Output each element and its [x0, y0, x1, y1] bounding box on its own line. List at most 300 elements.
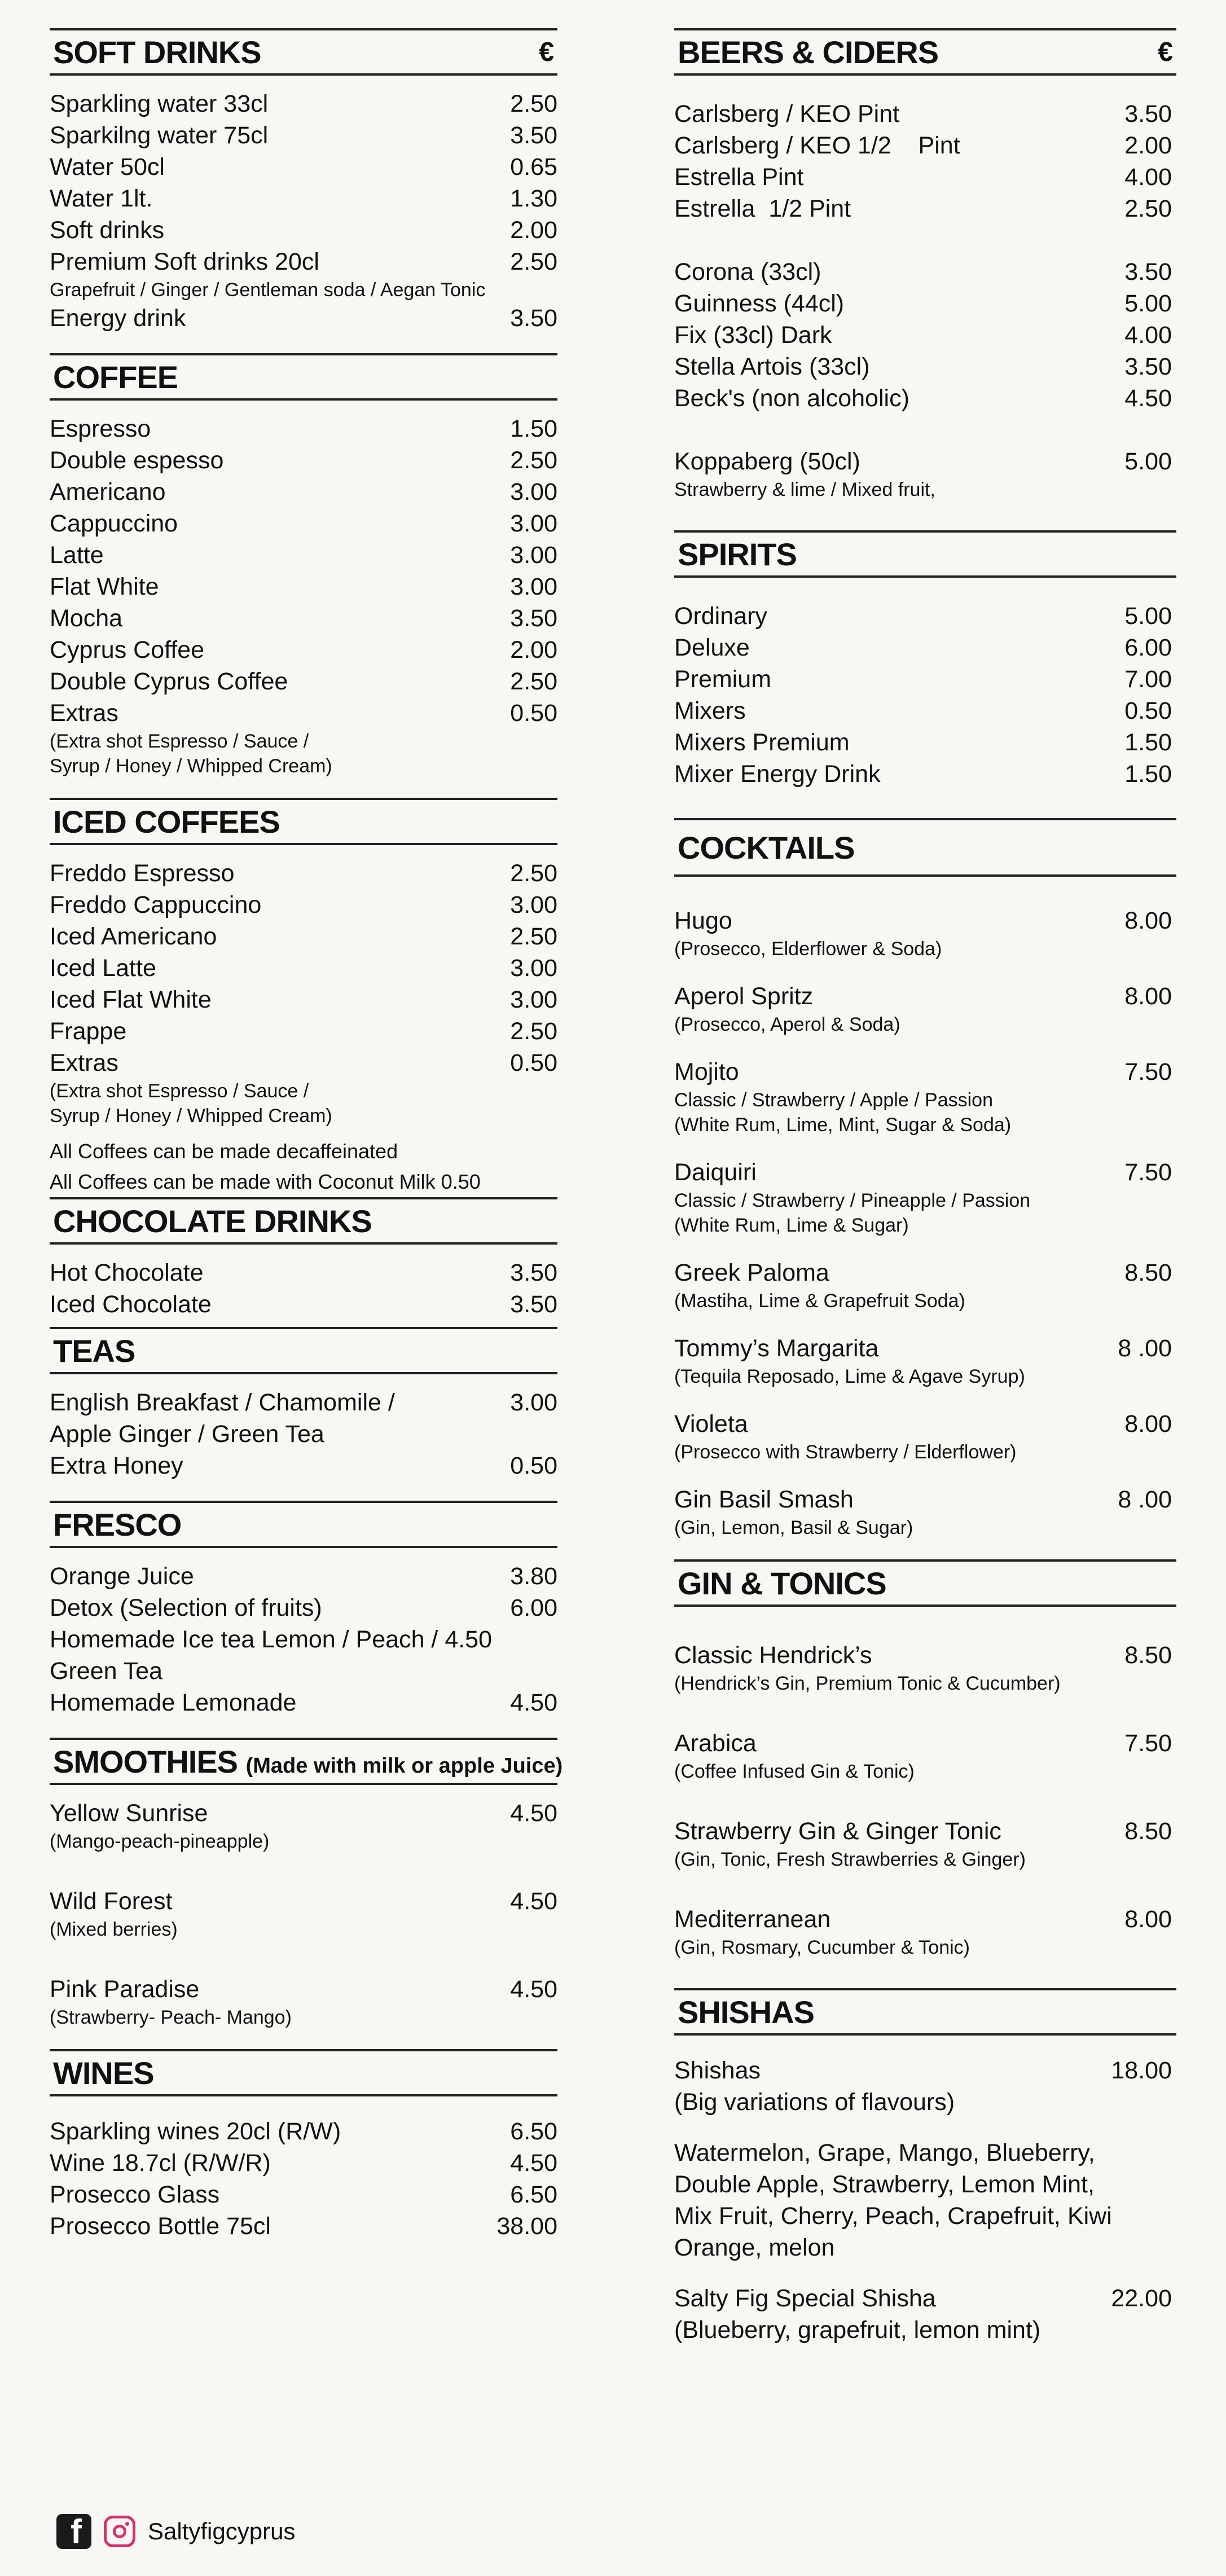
item-price: 7.50	[1124, 1730, 1172, 1757]
spacer	[674, 1037, 1176, 1056]
item-price: 5.00	[1124, 290, 1172, 317]
item-name: Mocha	[50, 605, 123, 632]
item-name: Espresso	[50, 415, 151, 442]
menu-item	[50, 88, 557, 120]
item-list	[674, 578, 1176, 790]
spacer	[674, 1465, 1176, 1484]
item-name: Extras	[50, 1049, 118, 1076]
section-header	[674, 820, 1176, 874]
item-price: 4.50	[510, 2149, 557, 2177]
spacer	[50, 1320, 557, 1327]
item-list	[674, 877, 1176, 1540]
item-name: Sparkilng water 75cl	[50, 122, 269, 149]
item-price: 3.50	[510, 605, 557, 632]
menu-item	[50, 1687, 557, 1718]
facebook-icon[interactable]: f	[56, 2514, 91, 2549]
item-price: 2.50	[510, 860, 557, 887]
flavour-line: Watermelon, Grape, Mango, Blueberry,	[674, 2139, 1095, 2166]
item-name: Cyprus Coffee	[50, 636, 205, 663]
menu-item	[50, 1624, 557, 1687]
spacer	[674, 790, 1176, 818]
item-price: 4.00	[1124, 322, 1172, 349]
spacer	[674, 414, 1176, 446]
item-price: 8.50	[1124, 1818, 1172, 1845]
item-description: (Prosecco, Aperol & Soda)	[674, 1014, 900, 1035]
menu-item	[50, 1387, 557, 1450]
spacer	[674, 1784, 1176, 1815]
item-name: Arabica	[674, 1730, 757, 1757]
item-price: 7.50	[1124, 1159, 1172, 1186]
item-price: 1.30	[510, 185, 557, 212]
item-name: Corona (33cl)	[674, 258, 821, 285]
section-title: TEAS	[53, 1333, 135, 1369]
item-name-group	[674, 1157, 1030, 1238]
menu-item	[674, 663, 1176, 695]
section-header	[50, 2051, 557, 2094]
menu-item	[50, 889, 557, 921]
item-description: (Blueberry, grapefruit, lemon mint)	[674, 2316, 1041, 2344]
section-header	[674, 533, 1176, 575]
item-price: 3.80	[510, 1563, 557, 1590]
item-price: 8.50	[1124, 1642, 1172, 1669]
social-handle[interactable]: Saltyfigcyprus	[148, 2518, 296, 2544]
item-name: Deluxe	[674, 634, 750, 661]
item-name-group	[50, 1973, 292, 2030]
section-header	[674, 30, 1176, 73]
item-description: (Big variations of flavours)	[674, 2089, 955, 2116]
item-price: 8.00	[1124, 1410, 1172, 1438]
coffee-note: All Coffees can be made decaffeinated	[50, 1140, 398, 1163]
menu-item	[674, 256, 1176, 288]
item-description: (Gin, Rosmary, Cucumber & Tonic)	[674, 1937, 970, 1958]
menu-item	[674, 600, 1176, 632]
section-header	[50, 355, 557, 398]
item-price: 8 .00	[1118, 1486, 1172, 1513]
item-price: 3.50	[1124, 258, 1172, 285]
menu-item	[50, 2210, 557, 2242]
item-price: 2.50	[510, 668, 557, 695]
item-name-group	[674, 2055, 955, 2118]
item-name: Mojito	[674, 1058, 739, 1085]
item-name: Extra Honey	[50, 1452, 183, 1479]
section-coffee	[50, 353, 557, 779]
item-price: 8.00	[1124, 983, 1172, 1010]
section-header	[50, 1329, 557, 1372]
menu-item	[50, 413, 557, 445]
item-list	[50, 401, 557, 779]
item-name: Water 1lt.	[50, 185, 153, 212]
menu-item	[50, 571, 557, 603]
menu-item	[50, 1973, 557, 2030]
spacer	[674, 1137, 1176, 1157]
item-price: 8 .00	[1118, 1335, 1172, 1362]
menu-item	[50, 1047, 557, 1128]
section-iced-coffees	[50, 798, 557, 1197]
item-name: Mediterranean	[674, 1906, 831, 1933]
item-price: 1.50	[1124, 729, 1172, 756]
spacer	[50, 1482, 557, 1501]
item-name: Mixers Premium	[674, 729, 850, 756]
item-name: Mixer Energy Drink	[674, 761, 881, 788]
item-price: 3.50	[510, 1259, 557, 1286]
currency-symbol: €	[1158, 37, 1173, 67]
item-price: 6.00	[1124, 634, 1172, 661]
item-price: 2.50	[510, 1018, 557, 1045]
item-price: 4.50	[510, 1976, 557, 2003]
currency-symbol: €	[539, 37, 554, 67]
section-wines	[50, 2049, 557, 2242]
item-price: 1.50	[1124, 761, 1172, 788]
section-chocolate-drinks	[50, 1197, 557, 1320]
item-price: 18.00	[1111, 2057, 1172, 2084]
item-name: Hugo	[674, 907, 732, 934]
item-list	[50, 2096, 557, 2242]
item-name: Homemade Ice tea Lemon / Peach / 4.50	[50, 1626, 493, 1653]
item-name: Greek Paloma	[674, 1259, 829, 1286]
item-description: (White Rum, Lime & Sugar)	[674, 1215, 909, 1236]
item-name: Double Cyprus Coffee	[50, 668, 288, 695]
menu-item	[674, 161, 1176, 193]
section-header	[50, 30, 557, 73]
item-name: Salty Fig Special Shisha	[674, 2285, 936, 2312]
item-name: Guinness (44cl)	[674, 290, 845, 317]
item-price: 5.00	[1124, 603, 1172, 630]
menu-item	[50, 151, 557, 183]
item-description: (Coffee Infused Gin & Tonic)	[674, 1761, 915, 1782]
menu-item	[674, 319, 1176, 351]
menu-item	[674, 351, 1176, 383]
item-price: 0.50	[510, 1049, 557, 1076]
item-price: 2.50	[510, 447, 557, 474]
item-name-group	[674, 1727, 915, 1784]
section-title: BEERS & CIDERS	[678, 34, 939, 70]
flavour-line: Orange, melon	[674, 2234, 835, 2261]
menu-item	[674, 1157, 1176, 1238]
item-name: Iced Latte	[50, 955, 156, 982]
spacer	[50, 1854, 557, 1885]
item-price: 2.50	[510, 248, 557, 275]
item-price: 3.00	[510, 510, 557, 537]
menu-item	[50, 539, 557, 571]
menu-item	[50, 1885, 557, 1942]
item-price: 0.65	[510, 153, 557, 181]
menu-item	[674, 2055, 1176, 2118]
item-price: 4.50	[510, 1800, 557, 1827]
menu-item	[50, 214, 557, 246]
menu-item	[50, 246, 557, 302]
item-list	[50, 1548, 557, 1718]
item-name: Tommy’s Margarita	[674, 1335, 879, 1362]
spacer	[674, 2263, 1176, 2283]
item-description: Classic / Strawberry / Apple / Passion	[674, 1089, 994, 1111]
item-description: (Prosecco with Strawberry / Elderflower)	[674, 1441, 1017, 1463]
item-price: 4.50	[1124, 385, 1172, 412]
spacer	[674, 2118, 1176, 2137]
item-price: 0.50	[1124, 697, 1172, 724]
section-header	[674, 1562, 1176, 1604]
social-footer	[56, 2514, 295, 2549]
item-price: 2.50	[510, 90, 557, 117]
flavour-line: Mix Fruit, Cherry, Peach, Crapefruit, Kiwi	[674, 2203, 1112, 2230]
item-price: 38.00	[496, 2213, 557, 2240]
item-name: Sparkling water 33cl	[50, 90, 269, 117]
menu-item	[674, 446, 1176, 502]
item-price: 8.00	[1124, 1906, 1172, 1933]
item-name: Homemade Lemonade	[50, 1689, 297, 1716]
item-name: Fix (33cl) Dark	[674, 322, 832, 349]
flavour-list	[674, 2137, 1176, 2263]
menu-item	[50, 120, 557, 151]
item-name: Freddo Cappuccino	[50, 891, 262, 918]
menu-item	[674, 1815, 1176, 1872]
item-price: 3.00	[510, 542, 557, 569]
item-name-group	[674, 1484, 913, 1540]
item-description: (Prosecco, Elderflower & Soda)	[674, 938, 942, 960]
menu-item	[674, 632, 1176, 663]
section-soft-drinks	[50, 28, 557, 334]
item-name-group	[674, 1815, 1026, 1872]
item-name: Wild Forest	[50, 1888, 173, 1915]
section-header	[50, 1503, 557, 1546]
item-description: (Extra shot Espresso / Sauce /	[50, 731, 309, 752]
item-name-group	[674, 981, 900, 1037]
menu-item	[50, 1797, 557, 1854]
menu-item	[674, 1056, 1176, 1137]
section-smoothies	[50, 1738, 563, 2030]
menu-item	[674, 288, 1176, 319]
menu-item	[674, 1904, 1176, 1960]
menu-item	[674, 758, 1176, 790]
item-name: Iced Chocolate	[50, 1291, 212, 1318]
item-name: Flat White	[50, 573, 159, 600]
item-name-group	[674, 1056, 1011, 1137]
item-name: Strawberry Gin & Ginger Tonic	[674, 1818, 1001, 1845]
item-name: Iced Americano	[50, 923, 217, 950]
menu-item	[674, 130, 1176, 161]
spacer	[674, 1313, 1176, 1333]
section-title: GIN & TONICS	[678, 1565, 886, 1601]
item-list	[50, 845, 557, 1197]
spacer	[50, 1128, 557, 1136]
item-name: Carlsberg / KEO 1/2 Pint	[674, 132, 960, 159]
item-name-group	[674, 446, 935, 502]
item-description: (White Rum, Lime, Mint, Sugar & Soda)	[674, 1114, 1012, 1136]
section-header	[50, 1740, 563, 1783]
item-name-group	[50, 1624, 492, 1687]
item-price: 8.50	[1124, 1259, 1172, 1286]
item-list	[674, 76, 1176, 502]
spacer	[50, 1942, 557, 1973]
item-name: Estrella 1/2 Pint	[674, 195, 851, 222]
item-price: 4.00	[1124, 164, 1172, 191]
item-name: Freddo Espresso	[50, 860, 235, 887]
menu-item	[50, 952, 557, 984]
item-name: Frappe	[50, 1018, 127, 1045]
item-price: 2.00	[510, 217, 557, 244]
item-price: 3.00	[510, 986, 557, 1013]
menu-item	[50, 666, 557, 697]
item-name: Prosecco Glass	[50, 2181, 220, 2208]
item-price: 3.00	[510, 1389, 557, 1416]
menu-item	[674, 727, 1176, 758]
menu-item	[50, 183, 557, 214]
right-column	[674, 28, 1176, 2346]
menu-item	[674, 2283, 1176, 2346]
item-name: Carlsberg / KEO Pint	[674, 100, 900, 128]
item-name-group	[50, 1047, 332, 1128]
spacer	[674, 1696, 1176, 1727]
section-title: SHISHAS	[678, 1994, 814, 2030]
item-price: 2.00	[510, 636, 557, 663]
menu-item	[674, 695, 1176, 727]
section-header	[674, 1990, 1176, 2033]
item-description: (Gin, Lemon, Basil & Sugar)	[674, 1517, 913, 1538]
item-description: (Mixed berries)	[50, 1919, 178, 1940]
section-fresco	[50, 1501, 557, 1718]
menu-item	[674, 383, 1176, 414]
item-list	[50, 1785, 557, 2030]
item-name: Orange Juice	[50, 1563, 194, 1590]
section-teas	[50, 1327, 557, 1482]
section-gin-tonics	[674, 1559, 1176, 1960]
item-name: Yellow Sunrise	[50, 1800, 208, 1827]
section-title: SOFT DRINKS	[53, 34, 261, 70]
section-title: WINES	[53, 2055, 154, 2091]
item-price: 7.50	[1124, 1058, 1172, 1085]
item-name-group	[50, 246, 485, 302]
item-name: Violeta	[674, 1410, 748, 1438]
item-price: 2.50	[510, 923, 557, 950]
item-description: (Strawberry- Peach- Mango)	[50, 2007, 292, 2028]
item-price: 5.00	[1124, 448, 1172, 475]
section-title: COCKTAILS	[678, 829, 855, 865]
item-name-group	[674, 1904, 970, 1960]
flavour-lines	[674, 2137, 1112, 2263]
item-description: (Mastiha, Lime & Grapefruit Soda)	[674, 1290, 965, 1312]
item-name-group	[50, 1797, 269, 1854]
item-description: (Tequila Reposado, Lime & Agave Syrup)	[674, 1366, 1025, 1387]
spacer	[674, 961, 1176, 981]
menu-item	[674, 1639, 1176, 1696]
menu-item	[674, 1257, 1176, 1313]
section-title: FRESCO	[53, 1506, 182, 1542]
item-name: Water 50cl	[50, 153, 165, 181]
item-name: Premium	[674, 666, 772, 693]
item-price: 3.50	[510, 1291, 557, 1318]
item-description: (Mango-peach-pineapple)	[50, 1831, 270, 1852]
item-name: Stella Artois (33cl)	[674, 353, 870, 380]
item-description: Strawberry & lime / Mixed fruit,	[674, 479, 935, 500]
item-price: 7.00	[1124, 666, 1172, 693]
item-price: 6.50	[510, 2118, 557, 2145]
flavour-line: Double Apple, Strawberry, Lemon Mint,	[674, 2171, 1095, 2198]
item-name-group	[674, 1333, 1025, 1389]
item-name-group	[674, 2283, 1040, 2346]
item-price: 3.00	[510, 478, 557, 505]
item-name: Soft drinks	[50, 217, 165, 244]
item-name-group	[50, 697, 332, 779]
menu-item	[674, 193, 1176, 225]
item-price: 3.50	[1124, 353, 1172, 380]
item-name: Americano	[50, 478, 166, 505]
section-title	[53, 1743, 563, 1780]
item-name: Aperol Spritz	[674, 983, 814, 1010]
menu-item	[50, 921, 557, 952]
section-title-text: SMOOTHIES	[53, 1743, 238, 1779]
item-price: 3.00	[510, 955, 557, 982]
item-name-group	[674, 1639, 1061, 1696]
item-description: (Extra shot Espresso / Sauce /	[50, 1080, 309, 1102]
spacer	[674, 502, 1176, 530]
menu-item	[50, 984, 557, 1016]
item-list	[674, 1607, 1176, 1960]
item-price: 2.50	[1124, 195, 1172, 222]
menu-item	[674, 98, 1176, 130]
spacer	[50, 334, 557, 353]
instagram-icon[interactable]	[104, 2516, 135, 2547]
spacer	[674, 1872, 1176, 1904]
menu-item	[50, 2147, 557, 2179]
item-price: 4.50	[510, 1689, 557, 1716]
menu-item	[50, 634, 557, 666]
item-price: 22.00	[1111, 2285, 1172, 2312]
item-price: 2.00	[1124, 132, 1172, 159]
menu-item	[674, 1727, 1176, 1784]
item-list	[50, 1374, 557, 1482]
menu-item	[50, 1592, 557, 1624]
section-header	[50, 800, 557, 843]
item-list	[50, 1245, 557, 1320]
menu-item	[50, 1257, 557, 1289]
item-description: Syrup / Honey / Whipped Cream)	[50, 755, 332, 777]
item-name: Hot Chocolate	[50, 1259, 204, 1286]
item-description: Classic / Strawberry / Pineapple / Passion	[674, 1190, 1031, 1211]
menu-item	[50, 697, 557, 779]
menu-item	[50, 508, 557, 539]
item-description: (Hendrick’s Gin, Premium Tonic & Cucumber)	[674, 1673, 1061, 1694]
item-name-group	[674, 1257, 965, 1313]
spacer	[674, 1389, 1176, 1408]
item-name: Green Tea	[50, 1658, 163, 1685]
menu-item	[674, 1333, 1176, 1389]
item-price: 3.50	[510, 305, 557, 332]
section-title: ICED COFFEES	[53, 803, 280, 839]
item-price: 0.50	[510, 700, 557, 727]
section-shishas	[674, 1988, 1176, 2346]
item-name: Mixers	[674, 697, 746, 724]
menu-item	[50, 476, 557, 508]
item-name: Wine 18.7cl (R/W/R)	[50, 2149, 271, 2177]
menu-item	[50, 1289, 557, 1320]
menu-item	[50, 1560, 557, 1592]
coffee-note: All Coffees can be made with Coconut Milk 0.50	[50, 1170, 481, 1193]
item-name: Energy drink	[50, 305, 186, 332]
item-name: Prosecco Bottle 75cl	[50, 2213, 271, 2240]
spacer	[50, 2030, 557, 2049]
item-name-group	[50, 1885, 178, 1942]
item-price: 3.50	[1124, 100, 1172, 128]
item-price: 3.00	[510, 891, 557, 918]
item-description: Syrup / Honey / Whipped Cream)	[50, 1105, 332, 1127]
item-list	[674, 2036, 1176, 2346]
spacer	[674, 1540, 1176, 1559]
menu-item	[50, 2179, 557, 2210]
spacer	[50, 779, 557, 798]
menu-item	[50, 1016, 557, 1047]
menu-item	[674, 981, 1176, 1037]
item-name-group	[674, 905, 942, 961]
section-beers-ciders	[674, 28, 1176, 502]
